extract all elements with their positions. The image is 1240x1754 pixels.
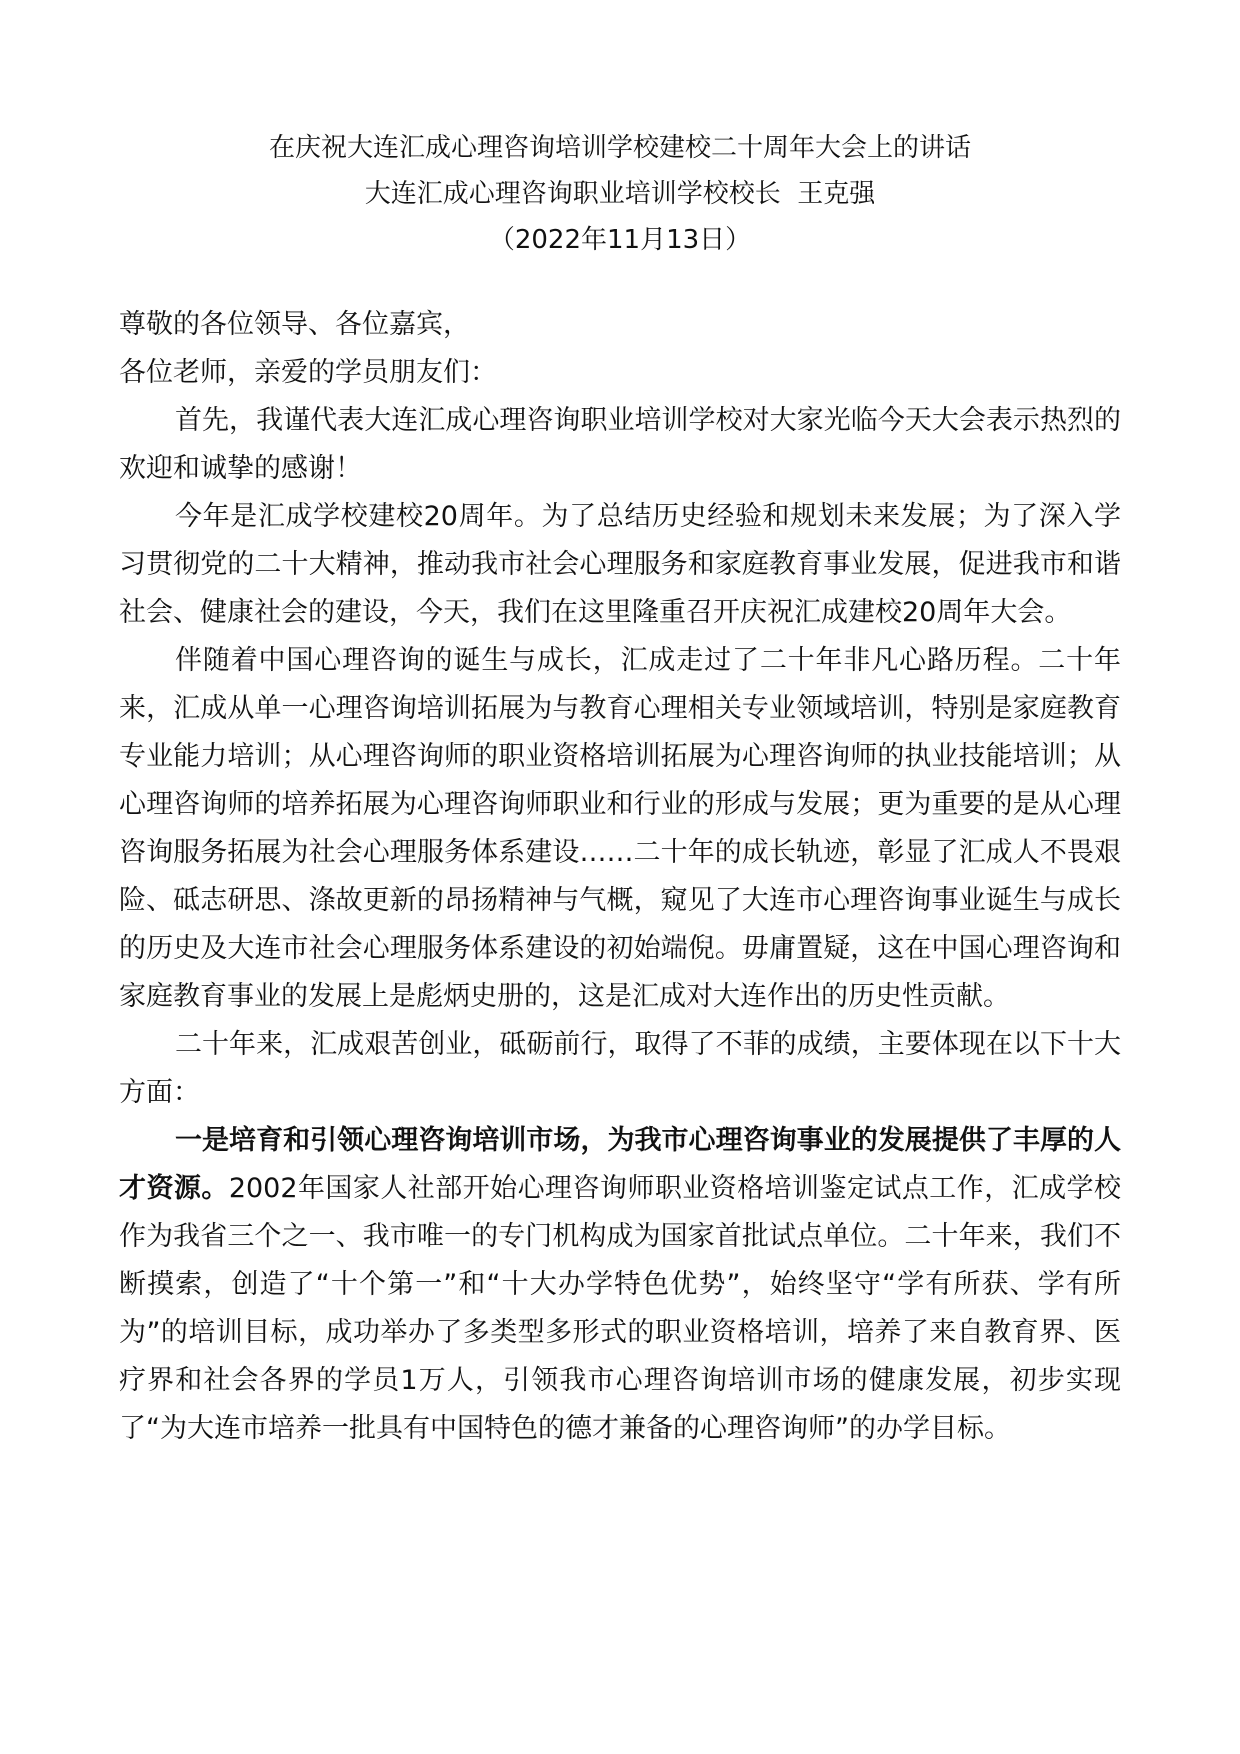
speech-body <box>119 301 1121 1453</box>
point-one-body: 2002年国家人社部开始心理咨询师职业资格培训鉴定试点工作，汇成学校作为我省三个之一、我市唯一的专门机构成为国家首批试点单位。二十年来，我们不断摸索，创造了“十个第一”和“十大办学特色优势”，始终坚守“学有所获、学有所为”的培训目标，成功举办了多类型多形式的职业资格培训，培养了来自教育界、医疗界和社会各界的学员1万人，引领我市心理咨询培训市场的健康发展，初步实现了“为大连市培养一批具有中国特色的德才兼备的心理咨询师”的办学目标。 <box>119 1173 1122 1444</box>
title-block <box>119 125 1121 263</box>
paragraph-history: 伴随着中国心理咨询的诞生与成长，汇成走过了二十年非凡心路历程。二十年来，汇成从单一心理咨询培训拓展为与教育心理相关专业领域培训，特别是家庭教育专业能力培训；从心理咨询师的职业资格培训拓展为心理咨询师的执业技能培训；从心理咨询师的培养拓展为心理咨询师职业和行业的形成与发展；更为重要的是从心理咨询服务拓展为社会心理服务体系建设……二十年的成长轨迹，彰显了汇成人不畏艰险、砥志研思、涤故更新的昂扬精神与气概，窥见了大连市心理咨询事业诞生与成长的历史及大连市社会心理服务体系建设的初始端倪。毋庸置疑，这在中国心理咨询和家庭教育事业的发展上是彪炳史册的，这是汇成对大连作出的历史性贡献。 <box>119 645 1121 1012</box>
date-line: （2022年11月13日） <box>488 225 752 255</box>
paragraph-achievements-intro: 二十年来，汇成艰苦创业，砥砺前行，取得了不菲的成绩，主要体现在以下十大方面： <box>119 1029 1121 1108</box>
point-one-heading: 一是培育和引领心理咨询培训市场，为我市心理咨询事业的发展提供了丰厚的人才资源。 <box>119 1125 1121 1204</box>
speech-title: 在庆祝大连汇成心理咨询培训学校建校二十周年大会上的讲话 <box>268 133 971 163</box>
paragraph-welcome: 首先，我谨代表大连汇成心理咨询职业培训学校对大家光临今天大会表示热烈的欢迎和诚挚的感谢！ <box>119 405 1121 484</box>
salutation-teachers: 各位老师，亲爱的学员朋友们： <box>119 357 497 388</box>
document-page <box>119 125 1121 1453</box>
paragraph-anniversary: 今年是汇成学校建校20周年。为了总结历史经验和规划未来发展；为了深入学习贯彻党的二十大精神，推动我市社会心理服务和家庭教育事业发展，促进我市和谐社会、健康社会的建设，今天，我们在这里隆重召开庆祝汇成建校20周年大会。 <box>119 501 1121 628</box>
author-line: 大连汇成心理咨询职业培训学校校长 王克强 <box>364 179 876 209</box>
salutation-leaders: 尊敬的各位领导、各位嘉宾， <box>119 309 470 340</box>
paragraph-point-one <box>119 1117 1121 1453</box>
